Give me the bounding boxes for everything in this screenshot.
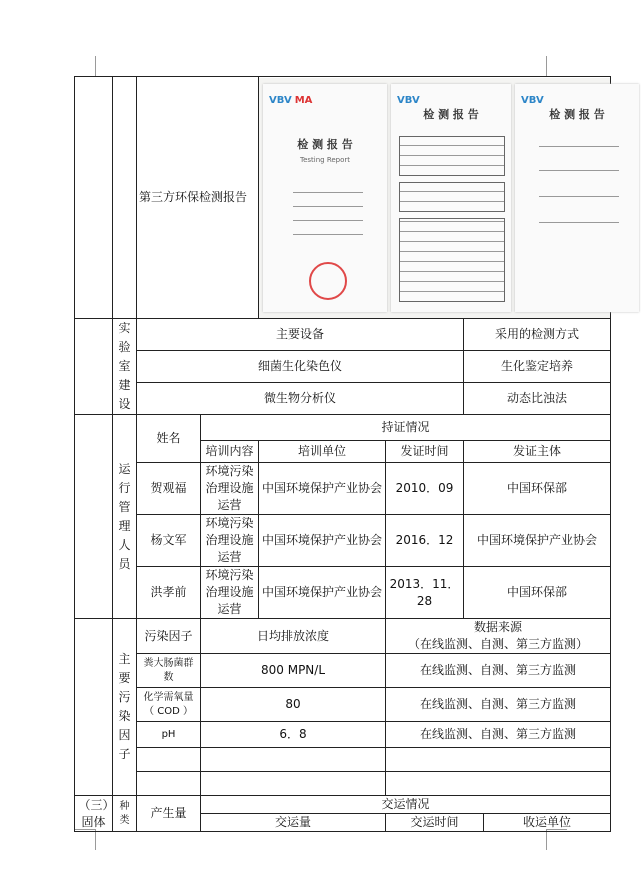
blank-subsection-cell (113, 77, 137, 319)
training-content: 环境污染治理设施运营 (201, 515, 259, 567)
equipment-header: 主要设备 (137, 319, 464, 351)
factor-cell: 粪大肠菌群数 (137, 654, 201, 688)
cert-header: 持证情况 (201, 415, 611, 441)
source-cell (386, 748, 611, 772)
transport-amount-header: 交运量 (201, 814, 386, 832)
crop-mark-bottom-right (546, 829, 567, 850)
seal-stamp (309, 262, 347, 300)
factor-cell: 化学需氧量（ COD ） (137, 688, 201, 722)
method-cell: 动态比浊法 (464, 383, 611, 415)
issuer: 中国环境保护产业协会 (464, 515, 611, 567)
environmental-info-table (74, 76, 611, 832)
crop-mark-top-right (546, 56, 567, 77)
solid-kind-header: 种类 (113, 796, 137, 832)
issue-time: 2013．11．28 (386, 567, 464, 619)
transport-unit-header: 收运单位 (484, 814, 611, 832)
report-photo-title: 检 测 报 告 (423, 107, 479, 121)
solid-section-label: （三）固体 (75, 796, 113, 832)
report-photo-table (391, 84, 511, 312)
solid-production-header: 产生量 (137, 796, 201, 832)
factor-cell: pH (137, 722, 201, 748)
issue-time: 2016．12 (386, 515, 464, 567)
issue-time-header: 发证时间 (386, 441, 464, 463)
pollutant-section-label: 主 要 污 染 因 子 (113, 619, 137, 796)
method-cell: 生化鉴定培养 (464, 351, 611, 383)
concentration-cell: 80 (201, 688, 386, 722)
report-photo-title: 检 测 报 告 (549, 107, 605, 121)
report-photo-signature (515, 84, 639, 312)
factor-cell (137, 772, 201, 796)
source-header-note: （在线监测、自测、第三方监测） (408, 637, 589, 651)
crop-mark-top-left (75, 56, 96, 77)
blank-section-cell (75, 319, 113, 415)
source-cell: 在线监测、自测、第三方监测 (386, 654, 611, 688)
issuer-header: 发证主体 (464, 441, 611, 463)
training-content: 环境污染治理设施运营 (201, 567, 259, 619)
method-header: 采用的检测方式 (464, 319, 611, 351)
blank-section-cell (75, 619, 113, 796)
issue-time: 2010．09 (386, 463, 464, 515)
concentration-cell (201, 748, 386, 772)
source-cell (386, 772, 611, 796)
report-photos-cell (259, 77, 611, 319)
source-cell: 在线监测、自测、第三方监测 (386, 688, 611, 722)
vbv-logo: VBV MA (269, 94, 313, 106)
equipment-cell: 微生物分析仪 (137, 383, 464, 415)
vbv-logo: VBV (521, 94, 544, 106)
concentration-cell: 800 MPN/L (201, 654, 386, 688)
concentration-cell: 6．8 (201, 722, 386, 748)
staff-name: 杨文军 (137, 515, 201, 567)
training-unit-header: 培训单位 (259, 441, 386, 463)
staff-name: 洪孝前 (137, 567, 201, 619)
name-header: 姓名 (137, 415, 201, 463)
training-unit: 中国环境保护产业协会 (259, 515, 386, 567)
source-header (386, 619, 611, 654)
training-content-header: 培训内容 (201, 441, 259, 463)
document-page (74, 76, 610, 829)
transport-time-header: 交运时间 (386, 814, 484, 832)
vbv-logo: VBV (397, 94, 420, 106)
staff-name: 贺观福 (137, 463, 201, 515)
equipment-cell: 细菌生化染色仪 (137, 351, 464, 383)
source-cell: 在线监测、自测、第三方监测 (386, 722, 611, 748)
solid-transport-header: 交运情况 (201, 796, 611, 814)
lab-section-label: 实 验 室 建 设 (113, 319, 137, 415)
report-photo-title: 检 测 报 告 (297, 137, 353, 151)
issuer: 中国环保部 (464, 567, 611, 619)
report-photo-cover (263, 84, 387, 312)
source-header-title: 数据来源 (474, 620, 523, 634)
staff-section-label: 运 行 管 理 人 员 (113, 415, 137, 619)
blank-section-cell (75, 415, 113, 619)
report-photo-subtitle: Testing Report (299, 155, 351, 164)
concentration-cell (201, 772, 386, 796)
third-party-report-label: 第三方环保检测报告 (137, 77, 259, 319)
factor-header: 污染因子 (137, 619, 201, 654)
crop-mark-bottom-left (75, 829, 96, 850)
concentration-header: 日均排放浓度 (201, 619, 386, 654)
report-photos (259, 78, 610, 318)
training-unit: 中国环境保护产业协会 (259, 463, 386, 515)
blank-section-cell (75, 77, 113, 319)
training-content: 环境污染治理设施运营 (201, 463, 259, 515)
issuer: 中国环保部 (464, 463, 611, 515)
training-unit: 中国环境保护产业协会 (259, 567, 386, 619)
factor-cell (137, 748, 201, 772)
